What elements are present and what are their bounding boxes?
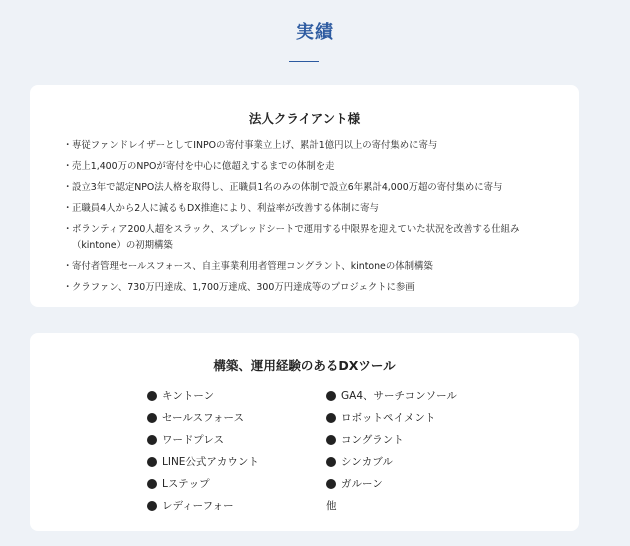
list-item (147, 495, 317, 517)
bullet-icon: ・ (63, 282, 73, 293)
bullet-icon (147, 413, 157, 423)
bullet-icon: ・ (63, 182, 73, 193)
bullet-icon (147, 391, 157, 401)
section-underline (289, 61, 319, 62)
list-item (63, 159, 553, 175)
list-item (63, 259, 553, 275)
clients-card (30, 85, 579, 307)
tools-column-left (147, 385, 317, 517)
client-item-text: 設立3年で認定NPO法人格を取得し、正職員1名のみの体制で設立6年累計4,000万超の寄付集めに寄与 (72, 182, 503, 193)
bullet-icon (326, 457, 336, 467)
tool-label: シンカブル (341, 456, 393, 468)
client-item-text: 売上1,400万のNPOが寄付を中心に億超えするまでの体制を走 (72, 161, 335, 172)
list-item (63, 180, 553, 196)
list-item (147, 473, 317, 495)
clients-card-title: 法人クライアント様 (248, 111, 361, 126)
list-item (63, 201, 553, 217)
list-item (326, 407, 496, 429)
tool-label: GA4、サーチコンソール (341, 390, 457, 402)
client-item-text: 寄付者管理セールスフォース、自主事業利用者管理コングラント、kintoneの体制構築 (72, 261, 433, 272)
list-item (147, 385, 317, 407)
bullet-icon (147, 435, 157, 445)
tools-column-right (326, 385, 496, 517)
client-list (63, 138, 553, 301)
bullet-icon (147, 501, 157, 511)
bullet-icon: ・ (63, 224, 73, 235)
list-item (63, 222, 553, 254)
bullet-icon: ・ (63, 261, 73, 272)
bullet-icon (326, 391, 336, 401)
tool-label: ロボットペイメント (341, 412, 436, 424)
client-item-text: 専従ファンドレイザーとしてINPOの寄付事業立上げ、累計1億円以上の寄付集めに寄与 (72, 140, 438, 151)
tool-label: LINE公式アカウント (162, 456, 259, 468)
list-item (63, 280, 553, 296)
tools-card-title: 構築、運用経験のあるDXツール (213, 358, 396, 373)
list-item (326, 385, 496, 407)
list-item (147, 407, 317, 429)
list-item (326, 429, 496, 451)
list-item (326, 451, 496, 473)
bullet-icon: ・ (63, 140, 73, 151)
bullet-icon (326, 413, 336, 423)
tool-label: セールスフォース (162, 412, 245, 424)
bullet-icon: ・ (63, 161, 73, 172)
list-item (63, 138, 553, 154)
client-item-text: ボランティア200人超をスラック、スプレッドシートで運用する中限界を迎えていた状況を改善する仕組み（kintone）の初期構築 (72, 224, 520, 251)
tools-card (30, 333, 579, 531)
list-item (147, 451, 317, 473)
bullet-icon: ・ (63, 203, 73, 214)
section-title: 実績 (296, 22, 334, 43)
list-item (326, 473, 496, 495)
bullet-icon (326, 479, 336, 489)
client-item-text: 正職員4人から2人に減るもDX推進により、利益率が改善する体制に寄与 (72, 203, 379, 214)
bullet-icon (147, 479, 157, 489)
client-item-text: クラファン、730万円達成、1,700万達成、300万円達成等のプロジェクトに参画 (72, 282, 415, 293)
list-item (147, 429, 317, 451)
bullet-icon (326, 435, 336, 445)
bullet-icon (147, 457, 157, 467)
tool-label: コングラント (341, 434, 404, 446)
tool-label: ワードプレス (162, 434, 224, 446)
tools-other: 他 (326, 500, 337, 512)
tool-label: ガルーン (341, 478, 383, 490)
tool-label: レディーフォー (162, 500, 234, 512)
tool-label: Lステップ (162, 478, 210, 490)
tool-label: キントーン (162, 390, 215, 402)
